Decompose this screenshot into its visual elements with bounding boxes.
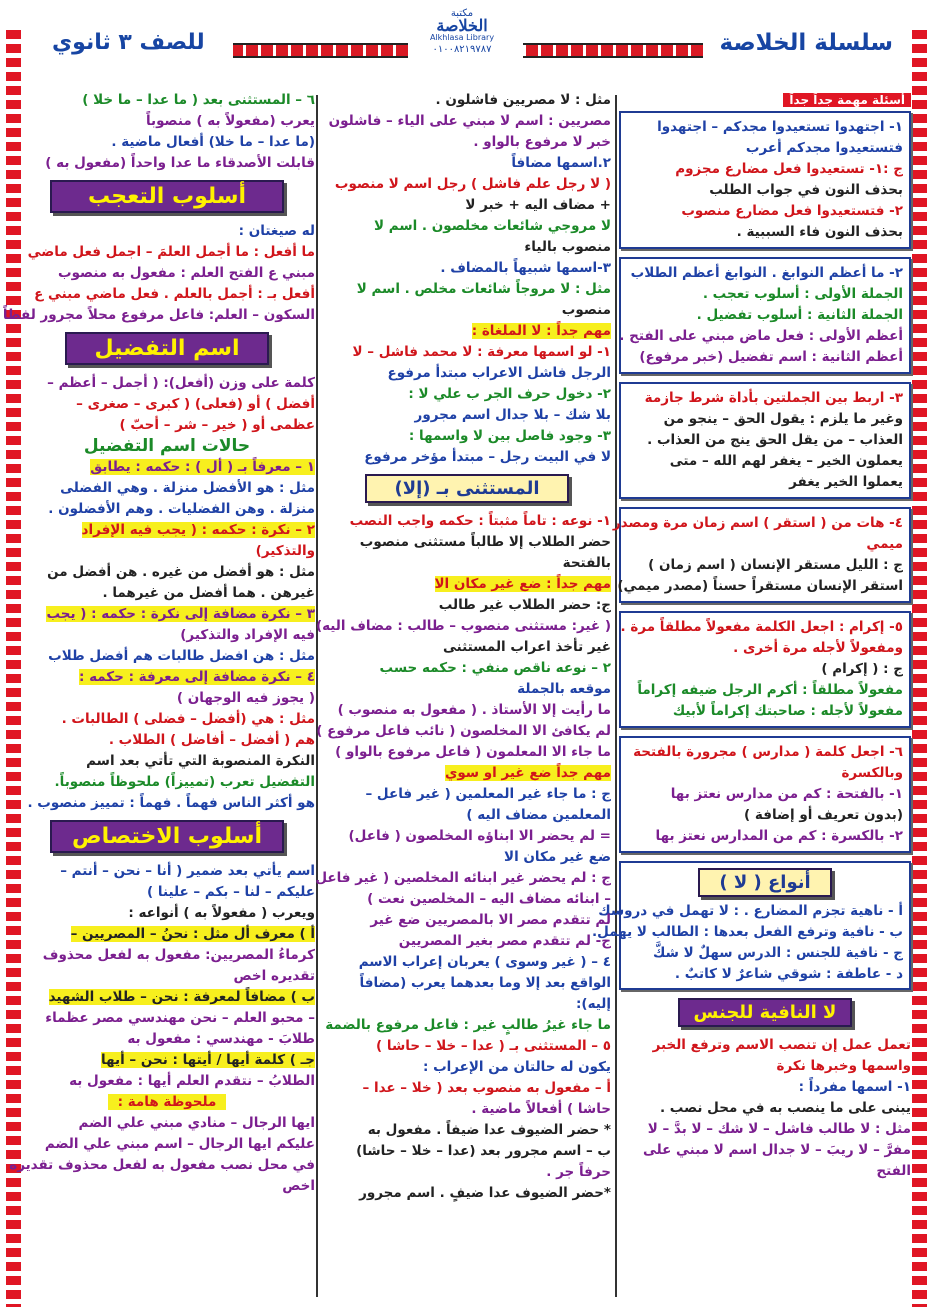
question-box-6	[619, 736, 911, 853]
text-line: عليكم – لنا – بكم – علينا )	[147, 884, 315, 900]
text-line: جـ ) كلمة أيها / أيتها : نحن – أيها	[101, 1052, 315, 1068]
question-box-4	[612, 507, 911, 603]
text-line: مثل : هي (أفضل – فضلى ) الطالبات .	[61, 711, 315, 727]
q6-line: (بدون تعريف أو إضافة )	[744, 807, 903, 823]
q1-line: بحذف النون في جواب الطلب	[709, 182, 903, 198]
header-decoration-right	[523, 43, 703, 58]
nafia-line: مفرَّ – لا ريبَ – لا جدال اسم لا مبني على	[642, 1142, 911, 1158]
text-line: أفضل ) أو (فعلى) ( كبرى – صغرى –	[76, 396, 315, 412]
logo-sub: Alkhlasa Library	[429, 33, 495, 42]
q5-line: ومفعولاً لأجله مرة أخرى .	[733, 640, 903, 656]
q2-line: أعظم الثانية : اسم تفضيل (خبر مرفوع)	[639, 349, 903, 365]
text-line: ٤ – نكرة مضافة إلى معرفة : حكمه :	[78, 669, 315, 685]
text-line: *حضر الضيوف عدا ضيفٍ . اسم مجرور	[359, 1185, 611, 1201]
header	[0, 0, 933, 92]
logo-top: مكتبة	[450, 8, 474, 19]
text-line: ١ – معرفاً بـ ( أل ) : حكمه : يطابق	[90, 459, 315, 475]
q1-line: ١- اجتهدوا تستعيدوا مجدكم – اجتهدوا	[657, 119, 903, 135]
grade-title: للصف ٣ ثانوي	[52, 30, 205, 55]
series-title: سلسلة الخلاصة	[719, 30, 893, 56]
text-line: مثل : هو أفضل من غيره . هن أفضل من	[47, 564, 315, 580]
divider-2	[615, 95, 617, 1297]
tafdil-title: اسم التفضيل	[65, 332, 269, 365]
text-line: النكرة المنصوبة التي تأتي بعد اسم	[86, 753, 315, 769]
text-line: الرجل فاشل الاعراب مبتدأ مرفوع	[387, 365, 611, 381]
q2-line: الجملة الأولى : أسلوب تعجب .	[702, 286, 903, 302]
question-box-5	[619, 611, 911, 728]
q4-line: ٤- هات من ( استقر ) اسم زمان مرة ومصدر	[612, 515, 903, 531]
divider-1	[316, 95, 318, 1297]
la-type-line: ج - نافية للجنس : الدرس سهلٌ لا شكَّ	[653, 945, 903, 961]
text-line: ٢ – نوعه ناقص منفي : حكمه حسب	[379, 660, 611, 676]
nafia-line: الفتح	[876, 1163, 911, 1179]
text-line: (ما عدا – ما خلا) أفعال ماضية .	[111, 134, 315, 150]
text-line: حضر الطلاب إلا طالباً مستثنى منصوب	[359, 534, 611, 550]
q2-line: أعظم الأولى : فعل ماض مبني على الفتح .	[619, 328, 903, 344]
text-line: أفعل بـ : أجمل بالعلم . فعل ماضي مبني ع	[34, 286, 315, 302]
q6-line: ١- بالفتحة : كم من مدارس نعتز بها	[670, 786, 903, 802]
logo-phone: ٠١٠٠٨٢١٩٧٨٧	[432, 44, 492, 55]
q1-line: ج :١- تستعيدوا فعل مضارع مجزوم	[675, 161, 903, 177]
text-line: بالفتحة	[562, 555, 611, 571]
text-line: التفضيل تعرب (تمييزاً) ملحوظاً منصوباً.	[54, 774, 315, 790]
q5-line: ٥- إكرام : اجعل الكلمة مفعولاً مطلقاً مرة .	[620, 619, 903, 635]
text-line: عليكم ايها الرجال – اسم مبني علي الضم	[44, 1136, 315, 1152]
text-line: منصوب	[561, 302, 611, 318]
q1-line: فتستعيدوا مجدكم أعرب	[745, 140, 903, 156]
text-line: مثل : لا مروجاً شائعات مخلص . اسم لا	[356, 281, 611, 297]
library-logo	[410, 8, 514, 56]
text-line: منزلة . وهن الفضليات . وهم الأفضلون .	[48, 501, 315, 517]
text-line: مثل : هن افضل طالبات هم أفضل طلاب	[48, 648, 315, 664]
text-line: عظمى أو ( خير – شر – أحبّ )	[119, 417, 315, 433]
text-line: لم تتقدم مصر الا بالمصريين ضع غير	[370, 912, 611, 928]
text-line: في محل نصب مفعول به لفعل محذوف تقديره	[9, 1157, 315, 1173]
text-line: منصوب بالياء	[524, 239, 611, 255]
text-line: أ – مفعول به منصوب بعد ( خلا – عدا –	[362, 1080, 611, 1096]
text-line: لم يكافئ الا المخلصون ( نائب فاعل مرفوع )	[316, 723, 611, 739]
text-line: مثل : لا مصريين فاشلون .	[435, 92, 611, 108]
note-title: ملحوظة هامة :	[108, 1094, 227, 1110]
important-note-2: مهم جداً : ضع غير مكان الا	[434, 576, 611, 592]
text-line: ج- لم تتقدم مصر بغير المصريين	[398, 933, 611, 949]
question-box-3	[619, 382, 911, 499]
text-line: * حضر الضيوف عدا ضيفاً . مفعول به	[367, 1122, 611, 1138]
text-line: مصريين : اسم لا مبني على الياء – فاشلون	[328, 113, 611, 129]
text-line: ج : ما جاء غير المعلمين ( غير فاعل –	[365, 786, 611, 802]
ikhtisas-title: أسلوب الاختصاص	[50, 820, 284, 853]
text-line: ٢- دخول حرف الجر ب علي لا :	[408, 386, 611, 402]
text-line: غيرهن . هما أفضل من غيرهما .	[102, 585, 315, 601]
text-line: ٦ – المستثنى بعد ( ما عدا – ما خلا )	[82, 92, 315, 108]
nafia-line: يبنى على ما ينصب به في محل نصب .	[659, 1100, 911, 1116]
q3-line: يعملوا الخير يغفر	[789, 474, 903, 490]
q1-line: ٢- فتستعيدوا فعل مضارع منصوب	[681, 203, 903, 219]
text-line: ٢ – نكرة : حكمه : ( يجب فيه الإفراد	[81, 522, 315, 538]
text-line: طلابَ - مهندسي : مفعول به	[127, 1031, 315, 1047]
la-type-line: د - عاطفة : شوقي شاعرٌ لا كاتبٌ .	[674, 966, 903, 982]
text-line: السكون – العلم: فاعل مرفوع محلاً مجرور لفظاً	[2, 307, 315, 323]
text-line: أ ) معرف أل مثل : نحنُ – المصريين –	[70, 926, 315, 942]
text-line: – ابنائه مضاف اليه – المخلصين نعت )	[367, 891, 611, 907]
text-line: مبني ع الفتح العلم : مفعول به منصوب	[58, 265, 315, 281]
text-line: مثل : هو الأفضل منزلة . وهي الفضلى	[60, 480, 315, 496]
question-box-1	[619, 111, 911, 249]
text-line: يعرب (مفعولاً به ) منصوباً	[145, 113, 315, 129]
text-line: – محبو العلم – نحن مهندسي مصر عظماء	[45, 1010, 315, 1026]
text-line: الطلابُ – نتقدم العلم أيها : مفعول به	[69, 1073, 315, 1089]
text-line: ٣ – نكرة مضافة إلى نكرة : حكمه : ( يجب	[46, 606, 315, 622]
text-line: ج: حضر الطلاب غير طالب	[438, 597, 611, 613]
column-left	[2, 90, 315, 1307]
text-line: ٤ – ( غير وسوى ) يعربان إعراب الاسم	[358, 954, 611, 970]
la-types-box	[591, 861, 911, 990]
text-line: هم ( أفضل – أفاضل ) الطلاب .	[108, 732, 315, 748]
text-line: ( غير: مستثنى منصوب – طالب : مضاف اليه)	[315, 618, 611, 634]
text-line: يكون له حالتان من الإعراب :	[422, 1059, 611, 1075]
halat-title: حالات اسم التفضيل	[83, 436, 251, 456]
nafia-line: تعمل عمل إن تنصب الاسم وترفع الخبر	[652, 1037, 911, 1053]
text-line: ١- لو اسمها معرفة : لا محمد فاشل – لا	[352, 344, 611, 360]
la-types-title: أنواع ( لا )	[698, 868, 832, 897]
nafia-line: ١- اسمها مفرداً :	[798, 1079, 911, 1095]
header-decoration-left	[233, 43, 408, 58]
text-line: له صيغتان :	[238, 223, 315, 239]
text-line: ما جاء غيرُ طالبٍ غير : فاعل مرفوع بالضمة	[325, 1017, 611, 1033]
text-line: فيه الإفراد والتذكير)	[180, 627, 315, 643]
logo-name: الخلاصة	[436, 16, 488, 35]
nafia-line: مثل : لا طالب فاشل – لا شك – لا بدَّ – لا	[647, 1121, 911, 1137]
text-line: والتذكير)	[255, 543, 315, 559]
q3-line: ٣- اربط بين الجملتين بأداة شرط جازمة	[644, 390, 903, 406]
text-line: ٣- وجود فاصل بين لا واسمها :	[408, 428, 611, 444]
text-line: ويعرب ( مفعولاً به ) أنواعه :	[128, 905, 315, 921]
q2-line: الجملة الثانية : أسلوب تفضيل .	[696, 307, 903, 323]
la-type-line: أ - ناهية تجزم المضارع . : لا تهمل في دروسك	[598, 903, 903, 919]
important-note-3: مهم جداً ضع غير او سوي	[444, 765, 611, 781]
q4-line: استقر الإنسان مستقراً حسناً (مصدر ميمي)	[617, 578, 903, 594]
nafia-line: واسمها وخبرها نكرة	[776, 1058, 911, 1074]
text-line: خبر لا مرفوع بالواو .	[473, 134, 611, 150]
text-line: ضع غير مكان الا	[504, 849, 611, 865]
text-line: كرماءُ المصريين: مفعول به لفعل محذوف	[42, 947, 315, 963]
important-note-1: مهم جداً : لا الملغاة :	[471, 323, 611, 339]
q4-line: ج : الليل مستقر الإنسان ( اسم زمان )	[648, 557, 903, 573]
right-border	[912, 30, 927, 1307]
question-box-2	[619, 257, 911, 374]
la-nafia-title: لا النافية للجنس	[678, 998, 852, 1027]
text-line: اسم يأتي بعد ضمير ( أنا – نحن – أنتم –	[60, 863, 315, 879]
q6-line: ٦- اجعل كلمة ( مدارس ) مجرورة بالفتحة	[633, 744, 903, 760]
text-line: ب ) مضافاً لمعرفة : نحن – طلاب الشهيد	[48, 989, 315, 1005]
text-line: ١- نوعه : تاماً مثبتاً : حكمه واجب النصب	[349, 513, 611, 529]
text-line: المعلمين مضاف اليه )	[466, 807, 611, 823]
text-line: ( لا رجل علم فاشل ) رجل اسم لا منصوب	[334, 176, 611, 192]
text-line: غير تأخذ اعراب المستثنى	[442, 639, 611, 655]
text-line: ٢.اسمها مضافاً	[511, 155, 611, 171]
q3-line: العذاب – من يقل الحق ينج من العذاب .	[647, 432, 903, 448]
text-line: ٣-اسمها شبيهاً بالمضاف .	[440, 260, 611, 276]
q6-line: ٢- بالكسرة : كم من المدارس نعتز بها	[655, 828, 903, 844]
la-type-line: ب - نافية وترفع الفعل بعدها : الطالب لا يهمل.	[591, 924, 903, 940]
text-line: لا مروجي شائعات مخلصون . اسم لا	[373, 218, 611, 234]
text-line: ما رأيت إلا الأستاذ . ( مفعول به منصوب )	[337, 702, 611, 718]
text-line: = لم يحضر الا ابناؤه المخلصون ( فاعل)	[348, 828, 611, 844]
q4-line: ميمي	[866, 536, 903, 552]
q5-line: مفعولاً مطلقاً : أكرم الرجل ضيفه إكراماً	[637, 682, 903, 698]
q3-line: يعملون الخير – يغفر لهم الله – متى	[669, 453, 903, 469]
column-middle	[315, 90, 611, 1307]
text-line: بلا شك – بلا جدال اسم مجرور	[414, 407, 611, 423]
text-line: ايها الرجال – منادي مبني علي الضم	[78, 1115, 315, 1131]
mustathna-title: المستثنى بـ (إلا)	[365, 474, 569, 503]
text-line: ٥ – المستثنى بـ ( عدا – خلا – حاشا )	[376, 1038, 611, 1054]
q3-line: وغير ما يلزم : يقول الحق – ينجو من	[663, 411, 903, 427]
text-line: كلمة على وزن (أفعل): ( أجمل – أعظم –	[47, 375, 315, 391]
text-line: حاشا ) أفعالاً ماضية .	[471, 1101, 611, 1117]
text-line: لا في البيت رجل – مبتدأ مؤخر مرفوع	[364, 449, 611, 465]
text-line: ب – اسم مجرور بعد (عدا – خلا – حاشا)	[356, 1143, 611, 1159]
important-questions-tag: أسئلة مهمة جداً جداً	[783, 93, 911, 107]
text-line: تقديره اخص	[233, 968, 315, 984]
text-line: ج : لم يحضر غير ابنائه المخلصين ( غير فاعل	[315, 870, 611, 886]
text-line: هو أكثر الناس فهماً . فهماً : تمييز منصوب .	[27, 795, 315, 811]
q2-line: ٢- ما أعظم النوابغ . النوابغ أعظم الطلاب	[630, 265, 903, 281]
text-line: موقعه بالجملة	[517, 681, 611, 697]
text-line: الواقع بعد إلا وما بعدهما يعرب (مضافاً	[359, 975, 611, 991]
q5-line: مفعولاً لأجله : صاحبتك إكراماً لأبيك	[672, 703, 903, 719]
q1-line: بحذف النون فاء السببية .	[736, 224, 903, 240]
text-line: حرفاً جر .	[546, 1164, 611, 1180]
q5-line: ج : ( إكرام )	[821, 661, 903, 677]
q6-line: وبالكسرة	[841, 765, 903, 781]
text-line: قابلت الأصدقاء ما عدا واحداً (مفعول به )	[45, 155, 315, 171]
text-line: ما جاء الا المعلمون ( فاعل مرفوع بالواو )	[335, 744, 611, 760]
taajob-title: أسلوب التعجب	[50, 180, 284, 213]
text-line: ( يجوز فيه الوجهان )	[176, 690, 315, 706]
text-line: + مضاف اليه + خبر لا	[465, 197, 611, 213]
text-line: اخص	[282, 1178, 315, 1194]
text-line: إليه):	[576, 996, 611, 1012]
text-line: ما أفعل : ما أجمل العلمَ – اجمل فعل ماضي	[27, 244, 315, 260]
